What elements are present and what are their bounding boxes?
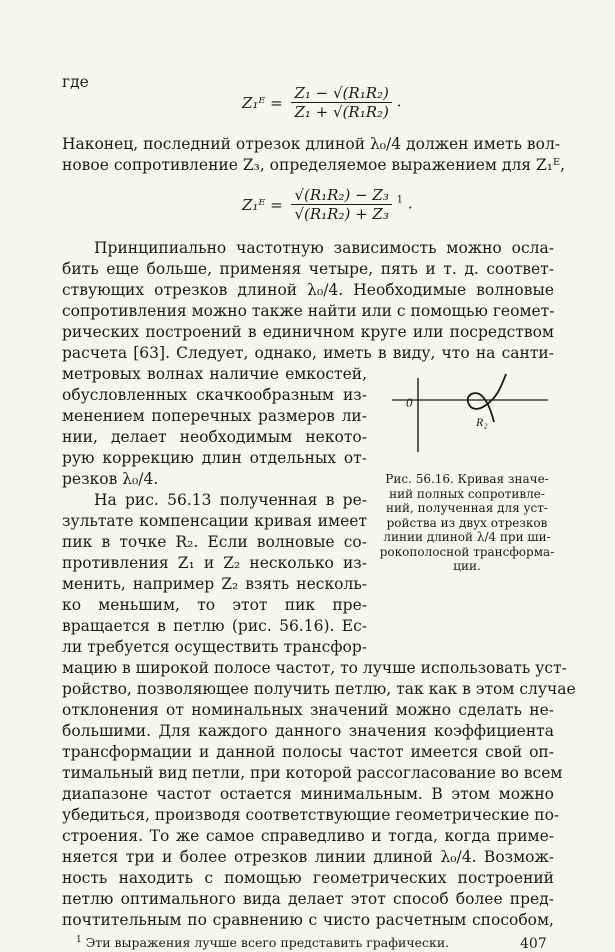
footnote (76, 932, 449, 951)
text-line: ствующих отрезков длиной λ₀/4. Необходимые волновые (62, 281, 554, 299)
text-line: няется три и более отрезков линии длиной λ₀/4. Возмож- (62, 848, 554, 866)
caption-line: ний, полученная для уст- (386, 501, 548, 515)
formula-2-denominator: √(R₁R₂) + Z₃ (294, 205, 389, 223)
text-line: рических построений в единичном круге или посредством (62, 323, 554, 341)
text-line: вращается в петлю (рис. 56.16). Ес- (62, 617, 367, 635)
text-line: зультате компенсации кривая имеет (62, 512, 367, 530)
formula-1-tail: . (396, 92, 402, 111)
text-line: сопротивления можно также найти или с помощью геомет- (62, 302, 555, 320)
text-line: рую коррекцию длин отдельных от- (62, 449, 367, 467)
formula-2-footnote-mark: 1 (396, 194, 404, 206)
formula-2-lhs: Z₁ᴱ = (242, 195, 283, 214)
caption-line: Рис. 56.16. Кривая значе- (385, 472, 549, 486)
figure-56-16 (378, 370, 558, 460)
text-line: резков λ₀/4. (62, 470, 159, 488)
text-line: менить, например Z₂ взять несколь- (62, 575, 367, 593)
text-line: почтительным по сравнению с чисто расчетным способом, (62, 911, 554, 929)
footnote-mark: 1 (76, 935, 82, 945)
page-number: 407 (520, 936, 547, 952)
text-line: тимальный вид петли, при которой рассогласование во всем (62, 764, 563, 782)
intro-word: где (62, 73, 89, 91)
text-line: строения. То же самое справедливо и тогда, когда приме- (62, 827, 554, 845)
formula-2-numerator: √(R₁R₂) − Z₃ (291, 186, 391, 205)
text-line: трансформации и данной полосы частот имеется свой оп- (62, 743, 554, 761)
caption-line: линии длиной λ/4 при ши- (383, 530, 551, 544)
caption-line: ройства из двух отрезков (386, 515, 548, 530)
formula-1-fraction (291, 84, 391, 121)
text-line: расчета [63]. Следует, однако, иметь в виду, что на санти- (62, 344, 554, 362)
text-line: убедиться, производя соответствующие геометрические по- (62, 806, 560, 824)
text-line: ность находить с помощью геометрических построений (62, 869, 554, 887)
text-line: Наконец, последний отрезок длиной λ₀/4 должен иметь вол- (62, 135, 561, 153)
text-line: ли требуется осуществить трансфор- (62, 638, 367, 656)
text-line: бить еще больше, применяя четыре, пять и т. д. соответ- (62, 260, 554, 278)
formula-1-denominator: Z₁ + √(R₁R₂) (294, 103, 389, 121)
formula-1 (242, 84, 401, 121)
origin-label: 0 (406, 395, 413, 410)
text-line: большими. Для каждого данного значения коэффициента (62, 722, 554, 740)
text-line: мацию в широкой полосе частот, то лучше использовать уст- (62, 659, 567, 677)
formula-1-lhs: Z₁ᴱ = (242, 93, 283, 112)
text-line: петлю оптимального вида делает этот способ более пред- (62, 890, 554, 908)
text-line: пик в точке R₂. Если волновые со- (62, 533, 367, 551)
text-line: диапазоне частот остается минимальным. В этом можно (62, 785, 554, 803)
formula-2-tail: . (407, 194, 413, 213)
figure-caption (376, 472, 558, 574)
caption-line: рокополосной трансформа- (379, 544, 555, 559)
formula-2-fraction (291, 186, 391, 223)
text-line: ройство, позволяющее получить петлю, так как в этом случае (62, 680, 576, 698)
point-label: R₂ (476, 415, 488, 429)
text-line: ко меньшим, то этот пик пре- (62, 596, 367, 614)
text-line: нии, делает необходимым некото- (62, 428, 367, 446)
text-line: обусловленных скачкообразным из- (62, 386, 367, 404)
text-line: На рис. 56.13 полученная в ре- (94, 491, 367, 509)
formula-2 (242, 186, 413, 223)
text-line: Принципиально частотную зависимость можно осла- (94, 239, 554, 257)
formula-1-numerator: Z₁ − √(R₁R₂) (291, 84, 391, 103)
text-line: метровых волнах наличие емкостей, (62, 365, 367, 383)
text-line: противления Z₁ и Z₂ несколько из- (62, 554, 367, 572)
text-line: новое сопротивление Z₃, определяемое выражением для Z₁ᴱ, (62, 156, 566, 174)
text-line: отклонения от номинальных значений можно сделать не- (62, 701, 554, 719)
caption-line: ции. (453, 559, 481, 573)
caption-line: ний полных сопротивле- (389, 486, 545, 501)
text-line: менением поперечных размеров ли- (62, 407, 367, 425)
footnote-text: Эти выражения лучше всего представить графически. (85, 935, 450, 951)
